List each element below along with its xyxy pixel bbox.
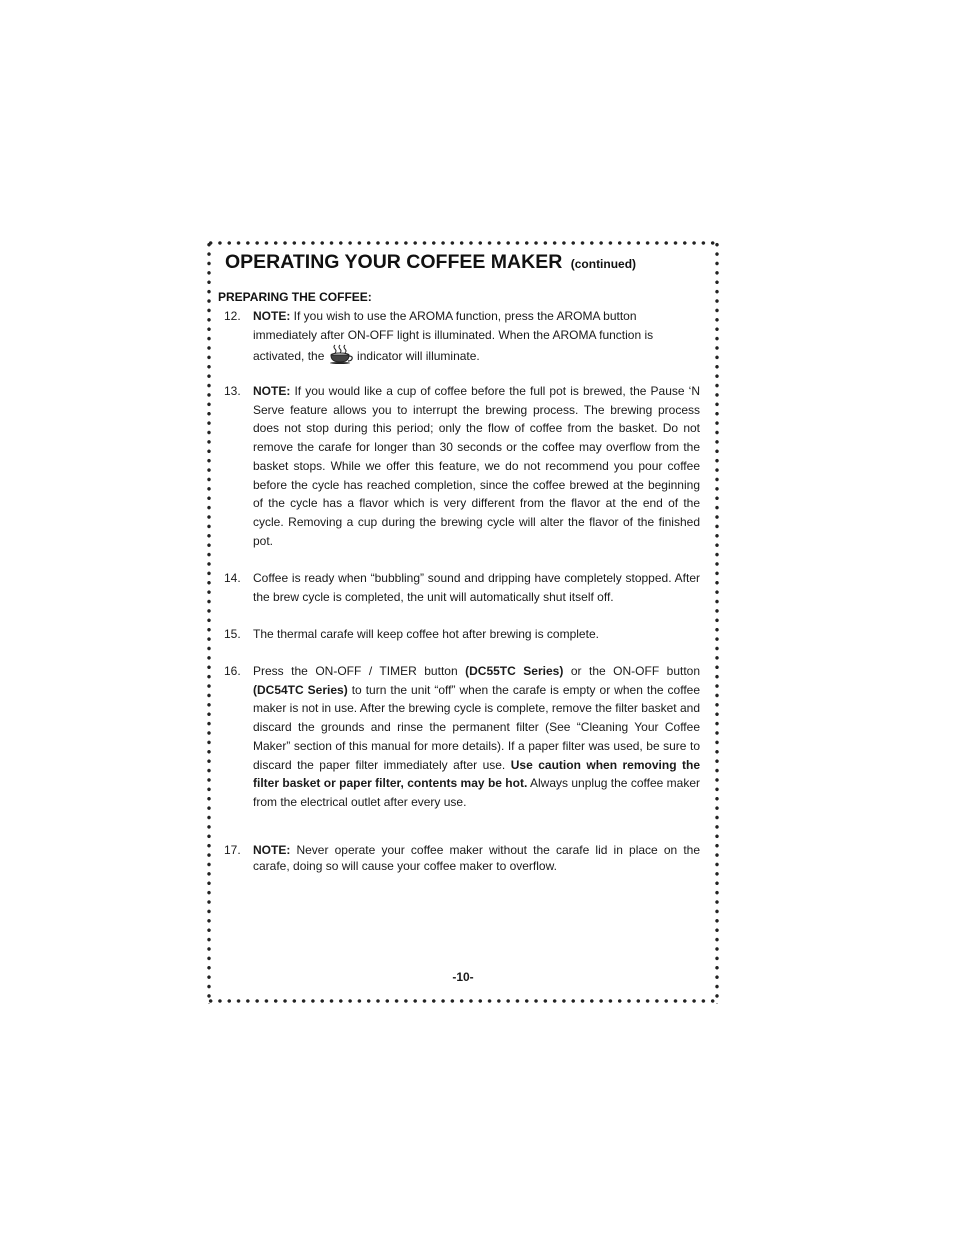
list-item-14 <box>224 569 704 606</box>
steaming-cup-icon <box>328 344 354 364</box>
item-text <box>253 662 700 812</box>
dotted-border-left <box>207 240 211 1004</box>
note-label: NOTE: <box>253 384 291 398</box>
item-text-part: to turn the unit “off” when the carafe is empty or when the coffee maker is not in use. After the brewing cycle is complete, remove the filter basket and discard the grounds and rinse the permanent filter (See “Cleaning Your Coffee Maker” section of this manual for more details). If a paper filter was used, be sure to discard the paper filter immediately after use. <box>253 682 701 772</box>
item-text-part: Never operate your coffee maker without the carafe lid in place on the carafe, doing so will cause your coffee maker to overflow. <box>253 843 700 873</box>
item-number: 17. <box>224 843 241 857</box>
item-number: 14. <box>224 571 241 585</box>
dotted-border-right <box>715 240 719 1004</box>
item-text-part: If you wish to use the AROMA function, press the AROMA button immediately after ON-OFF light is illuminated. When the AROMA function is activated, the <box>253 309 654 364</box>
model-series-label: (DC54TC Series) <box>253 682 348 697</box>
list-item-16 <box>224 662 704 812</box>
item-text <box>253 382 700 550</box>
item-text-part: Always unplug the coffee maker from the electrical outlet after every use. <box>253 776 701 809</box>
section-heading: PREPARING THE COFFEE: <box>218 290 372 304</box>
item-text <box>253 307 700 366</box>
item-text: The thermal carafe will keep coffee hot after brewing is complete. <box>253 627 599 641</box>
dotted-border-top <box>206 241 720 245</box>
page-title-text: OPERATING YOUR COFFEE MAKER <box>225 251 563 273</box>
model-series-label: (DC55TC Series) <box>465 664 564 678</box>
list-item-12 <box>224 307 704 366</box>
note-label: NOTE: <box>253 843 291 857</box>
page-number: -10- <box>452 970 474 984</box>
note-label: NOTE: <box>253 309 291 323</box>
item-text <box>253 843 700 874</box>
item-number: 12. <box>224 309 241 323</box>
item-number: 16. <box>224 664 241 678</box>
item-text-part: If you would like a cup of coffee before the full pot is brewed, the Pause ‘N Serve feature allows you to interrupt the brewing process. The brewing process does not stop during this period; only the flow of coffee from the basket. Do not remove the carafe for longer than 30 seconds or the coffee may overflow from the basket stops. While we offer this feature, we do not recommend you pour coffee before the cycle has reached completion, since the coffee brewed at the beginning of the cycle has a flavor which is very different from the flavor at the end of the cycle. Removing a cup during the brewing cycle will alter the flavor of the finished pot. <box>253 384 700 548</box>
item-text-part: or the ON-OFF button <box>563 664 701 678</box>
page-title-suffix: (continued) <box>570 257 637 271</box>
list-item-13 <box>224 382 704 550</box>
dotted-border-bottom <box>206 999 720 1003</box>
list-item-15 <box>224 625 704 644</box>
item-text-part: indicator will illuminate. <box>353 349 480 364</box>
caution-text: Use caution when removing the filter basket or paper filter, contents may be hot. <box>253 757 700 791</box>
item-text: Coffee is ready when “bubbling” sound and dripping have completely stopped. After the brew cycle is completed, the unit will automatically shut itself off. <box>253 571 700 604</box>
item-text-part: Press the ON-OFF / TIMER button <box>253 664 466 678</box>
item-number: 13. <box>224 384 241 398</box>
page-title <box>225 251 636 274</box>
item-number: 15. <box>224 627 241 641</box>
list-item-17 <box>224 843 704 874</box>
